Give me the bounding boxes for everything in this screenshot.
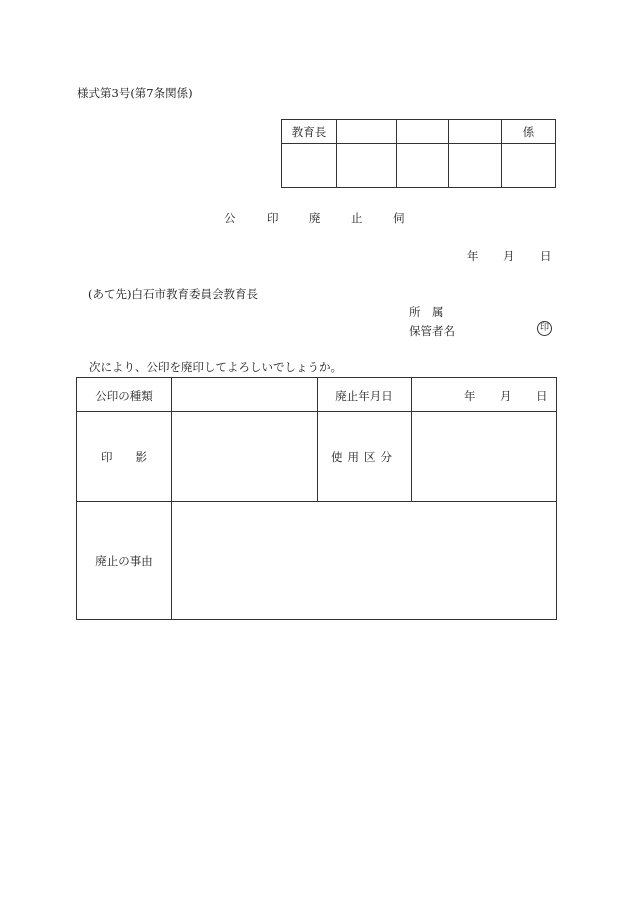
approval-stamp-grid: [281, 119, 556, 188]
approval-stamp-cell[interactable]: [449, 144, 501, 188]
title-char: 止: [351, 211, 363, 225]
abolition-date-label: 廃止年月日: [335, 389, 393, 403]
impression-label: 印 影: [101, 450, 147, 464]
seal-type-field[interactable]: [172, 378, 317, 411]
date-year: 年: [467, 249, 479, 263]
date-month: 月: [503, 249, 515, 263]
approval-stamp-cell[interactable]: [502, 144, 556, 188]
impression-field[interactable]: [172, 412, 317, 501]
approval-header-staff: 係: [522, 125, 535, 139]
abolition-date-day: 日: [536, 389, 548, 403]
abolition-form-table: [76, 377, 557, 620]
seal-type-label: 公印の種類: [95, 389, 153, 403]
seal-mark-icon: 印: [537, 321, 552, 336]
title-char: 伺: [393, 211, 405, 225]
form-number: 様式第3号(第7条関係): [77, 86, 193, 100]
approval-stamp-cell[interactable]: [337, 144, 396, 188]
approval-stamp-cell[interactable]: [282, 144, 336, 188]
addressee: (あて先)白石市教育委員会教育長: [88, 287, 258, 301]
date-day: 日: [540, 249, 552, 263]
affiliation-label: 所 属: [409, 305, 444, 319]
title-char: 廃: [309, 211, 321, 225]
title-char: 公: [224, 211, 236, 225]
reason-field[interactable]: [172, 502, 556, 619]
approval-stamp-cell[interactable]: [397, 144, 448, 188]
custodian-label: 保管者名: [409, 324, 455, 338]
reason-label: 廃止の事由: [95, 554, 153, 568]
request-text: 次により、公印を廃印してよろしいでしょうか。: [89, 360, 342, 374]
title-char: 印: [267, 211, 279, 225]
approval-header-superintendent: 教育長: [291, 125, 327, 139]
abolition-date-year: 年: [464, 389, 476, 403]
usage-category-label: 使用区分: [331, 450, 397, 464]
abolition-date-month: 月: [500, 389, 512, 403]
usage-category-field[interactable]: [412, 412, 556, 501]
